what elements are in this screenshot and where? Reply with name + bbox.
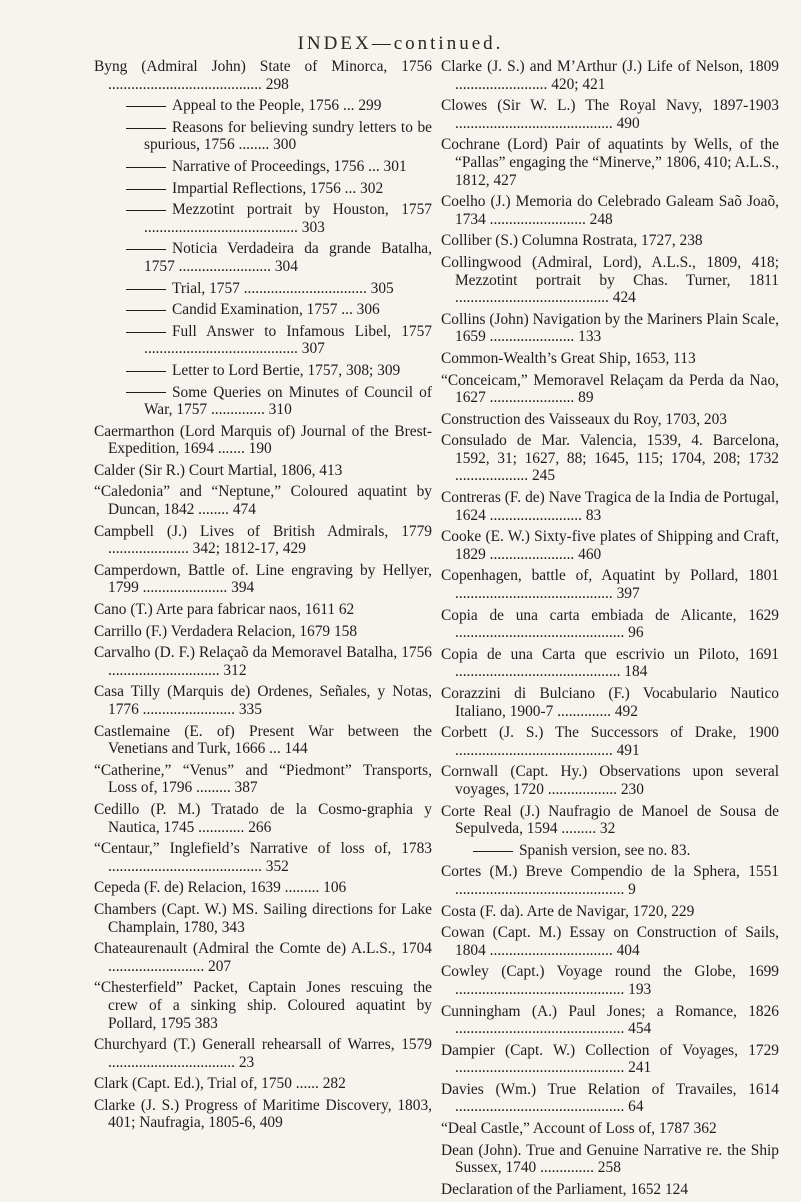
index-entry-text: Impartial Reflections, 1756 ... 302 bbox=[172, 179, 384, 197]
index-entry bbox=[94, 562, 432, 597]
index-entry-text: Caermarthon (Lord Marquis of) Journal of the Brest-Expedition, 1694 ....... 190 bbox=[94, 422, 432, 458]
index-subentry bbox=[94, 384, 432, 419]
repeat-dash bbox=[126, 167, 166, 168]
index-entry-text: Chateaurenault (Admiral the Comte de) A.L.S., 1704 ......................... 207 bbox=[94, 940, 432, 975]
index-entry-text: Candid Examination, 1757 ... 306 bbox=[172, 301, 380, 319]
index-entry-text: Copia de una carta embiada de Alicante, 1629 ............................................ 96 bbox=[441, 606, 779, 642]
index-entry bbox=[441, 1181, 779, 1199]
index-entry bbox=[94, 644, 432, 679]
index-entry-text: “Conceicam,” Memoravel Relaçam da Perda da Nao, 1627 ...................... 89 bbox=[441, 371, 779, 407]
index-entry-text: Coelho (J.) Memoria do Celebrado Galeam Saõ Joaõ, 1734 ......................... 248 bbox=[441, 193, 779, 228]
index-entry bbox=[441, 411, 779, 429]
index-entry-text: Cano (T.) Arte para fabricar naos, 1611 62 bbox=[94, 601, 355, 619]
index-entry-text: Copenhagen, battle of, Aquatint by Pollard, 1801 ......................................... 397 bbox=[441, 567, 779, 603]
index-entry-text: “Catherine,” “Venus” and “Piedmont” Transports, Loss of, 1796 ......... 387 bbox=[94, 761, 432, 797]
index-entry bbox=[441, 763, 779, 798]
index-entry bbox=[441, 528, 779, 563]
index-entry bbox=[441, 1142, 779, 1177]
index-entry bbox=[441, 903, 779, 921]
index-entry bbox=[441, 963, 779, 998]
index-entry bbox=[94, 840, 432, 875]
index-entry-text: “Deal Castle,” Account of Loss of, 1787 362 bbox=[441, 1120, 717, 1138]
repeat-dash bbox=[126, 392, 166, 393]
index-entry bbox=[441, 607, 779, 642]
repeat-dash bbox=[126, 189, 166, 190]
index-entry bbox=[441, 372, 779, 407]
index-entry-text: Collingwood (Admiral, Lord), A.L.S., 1809, 418; Mezzotint portrait by Chas. Turner, 1811 ........................................ 424 bbox=[441, 253, 779, 307]
index-entry bbox=[441, 924, 779, 959]
index-entry bbox=[94, 462, 432, 480]
index-entry-text: Dampier (Capt. W.) Collection of Voyages, 1729 ............................................ 241 bbox=[441, 1041, 779, 1077]
index-entry-text: Spanish version, see no. 83. bbox=[519, 841, 691, 859]
index-entry-text: Carvalho (D. F.) Relaçaõ da Memoravel Batalha, 1756 ............................. 312 bbox=[94, 644, 432, 679]
index-entry bbox=[441, 193, 779, 228]
index-subentry bbox=[94, 97, 432, 115]
index-entry bbox=[441, 1003, 779, 1038]
index-entry bbox=[94, 901, 432, 936]
index-entry bbox=[441, 350, 779, 368]
index-entry bbox=[441, 685, 779, 720]
index-entry-text: Casa Tilly (Marquis de) Ordenes, Señales, y Notas, 1776 ........................ 335 bbox=[94, 683, 432, 718]
index-entry bbox=[441, 58, 779, 93]
index-entry-text: Calder (Sir R.) Court Martial, 1806, 413 bbox=[94, 461, 343, 479]
repeat-dash bbox=[126, 332, 166, 333]
index-subentry bbox=[94, 180, 432, 198]
index-entry-text: Collins (John) Navigation by the Mariners Plain Scale, 1659 ...................... 133 bbox=[441, 310, 779, 346]
index-entry-text: Declaration of the Parliament, 1652 124 bbox=[441, 1180, 689, 1198]
repeat-dash bbox=[473, 851, 513, 852]
index-entry-text: Costa (F. da). Arte de Navigar, 1720, 229 bbox=[441, 902, 695, 920]
index-entry bbox=[94, 601, 432, 619]
repeat-dash bbox=[126, 289, 166, 290]
index-entry-text: Dean (John). True and Genuine Narrative re. the Ship Sussex, 1740 .............. 258 bbox=[441, 1141, 779, 1177]
index-entry-text: Consulado de Mar. Valencia, 1539, 4. Barcelona, 1592, 31; 1627, 88; 1645, 115; 1704, 208; 1732 ................... 245 bbox=[441, 432, 779, 485]
index-entry-text: Camperdown, Battle of. Line engraving by Hellyer, 1799 ...................... 394 bbox=[94, 561, 432, 597]
index-entry-text: Clarke (J. S.) and M’Arthur (J.) Life of Nelson, 1809 ........................ 420; 421 bbox=[441, 58, 779, 93]
index-entry bbox=[94, 683, 432, 718]
repeat-dash bbox=[126, 106, 166, 107]
index-entry-text: Cowley (Capt.) Voyage round the Globe, 1699 ............................................ 193 bbox=[441, 963, 779, 998]
index-entry bbox=[94, 979, 432, 1032]
index-subentry bbox=[94, 280, 432, 298]
index-entry-text: Corte Real (J.) Naufragio de Manoel de Sousa de Sepulveda, 1594 ......... 32 bbox=[441, 802, 779, 838]
index-entry bbox=[441, 724, 779, 759]
index-entry bbox=[441, 97, 779, 132]
repeat-dash bbox=[126, 310, 166, 311]
index-subentry bbox=[94, 301, 432, 319]
index-entry bbox=[94, 723, 432, 758]
index-entry bbox=[441, 1120, 779, 1138]
index-subentry bbox=[441, 842, 779, 860]
index-entry-text: Corbett (J. S.) The Successors of Drake, 1900 ......................................... 491 bbox=[441, 724, 779, 759]
index-subentry bbox=[94, 201, 432, 236]
index-entry bbox=[441, 1081, 779, 1116]
index-entry bbox=[441, 254, 779, 307]
index-entry-text: Castlemaine (E. of) Present War between the Venetians and Turk, 1666 ... 144 bbox=[94, 722, 432, 758]
index-entry-text: Copia de una Carta que escrivio un Piloto, 1691 ........................................... 184 bbox=[441, 645, 779, 681]
index-entry-text: Common-Wealth’s Great Ship, 1653, 113 bbox=[441, 349, 696, 367]
index-entry-text: Clark (Capt. Ed.), Trial of, 1750 ...... 282 bbox=[94, 1075, 346, 1093]
index-entry-text: Full Answer to Infamous Libel, 1757 ........................................ 307 bbox=[144, 322, 432, 358]
index-entry-text: Cooke (E. W.) Sixty-five plates of Shipping and Craft, 1829 ...................... 460 bbox=[441, 528, 779, 563]
index-entry-text: Davies (Wm.) True Relation of Travailes, 1614 ............................................ 64 bbox=[441, 1080, 779, 1116]
index-entry bbox=[94, 1097, 432, 1132]
index-entry bbox=[441, 489, 779, 524]
index-subentry bbox=[94, 240, 432, 275]
index-entry-text: Chambers (Capt. W.) MS. Sailing directions for Lake Champlain, 1780, 343 bbox=[94, 900, 432, 936]
index-entry-text: Campbell (J.) Lives of British Admirals, 1779 ..................... 342; 1812-17, 429 bbox=[94, 522, 432, 558]
index-entry-text: Noticia Verdadeira da grande Batalha, 1757 ........................ 304 bbox=[144, 240, 432, 275]
index-entry-text: Letter to Lord Bertie, 1757, 308; 309 bbox=[172, 361, 401, 379]
index-entry-text: Carrillo (F.) Verdadera Relacion, 1679 158 bbox=[94, 622, 358, 640]
index-entry-text: Corazzini di Bulciano (F.) Vocabulario Nautico Italiano, 1900-7 .............. 492 bbox=[441, 685, 779, 720]
index-entry bbox=[94, 1075, 432, 1093]
index-entry-text: Cedillo (P. M.) Tratado de la Cosmo-graphia y Nautica, 1745 ............ 266 bbox=[94, 800, 432, 836]
index-entry bbox=[441, 803, 779, 838]
index-entry-text: Cortes (M.) Breve Compendio de la Sphera, 1551 ............................................ 9 bbox=[441, 863, 779, 898]
repeat-dash bbox=[126, 371, 166, 372]
index-entry-text: Narrative of Proceedings, 1756 ... 301 bbox=[172, 157, 407, 175]
index-column-left bbox=[94, 58, 432, 1136]
index-entry-text: Clowes (Sir W. L.) The Royal Navy, 1897-1903 ......................................... 490 bbox=[441, 97, 779, 132]
index-entry-text: Trial, 1757 ................................ 305 bbox=[172, 279, 394, 297]
index-entry bbox=[94, 762, 432, 797]
index-entry-text: Byng (Admiral John) State of Minorca, 1756 ........................................ 298 bbox=[94, 58, 432, 93]
repeat-dash bbox=[126, 249, 166, 250]
repeat-dash bbox=[126, 128, 166, 129]
index-entry bbox=[441, 136, 779, 189]
index-entry-text: Mezzotint portrait by Houston, 1757 ........................................ 303 bbox=[144, 201, 432, 236]
index-column-right bbox=[441, 58, 779, 1202]
index-entry bbox=[94, 801, 432, 836]
index-entry-text: Cunningham (A.) Paul Jones; a Romance, 1826 ............................................ 454 bbox=[441, 1002, 779, 1038]
index-subentry bbox=[94, 119, 432, 154]
index-entry bbox=[441, 646, 779, 681]
index-entry-text: “Centaur,” Inglefield’s Narrative of loss of, 1783 ........................................ 352 bbox=[94, 840, 432, 875]
index-entry-text: Churchyard (T.) Generall rehearsall of Warres, 1579 ................................. 23 bbox=[94, 1036, 432, 1071]
index-subentry bbox=[94, 158, 432, 176]
index-entry bbox=[94, 1036, 432, 1071]
index-entry-text: Cornwall (Capt. Hy.) Observations upon several voyages, 1720 .................. 230 bbox=[441, 763, 779, 798]
repeat-dash bbox=[126, 210, 166, 211]
index-entry bbox=[94, 623, 432, 641]
index-entry bbox=[441, 432, 779, 485]
index-entry-text: Reasons for believing sundry letters to be spurious, 1756 ........ 300 bbox=[144, 118, 432, 154]
index-entry-text: Contreras (F. de) Nave Tragica de la India de Portugal, 1624 ........................ 83 bbox=[441, 489, 779, 524]
index-entry bbox=[94, 523, 432, 558]
index-entry bbox=[441, 311, 779, 346]
index-entry bbox=[94, 879, 432, 897]
index-entry-text: Cochrane (Lord) Pair of aquatints by Wells, of the “Pallas” engaging the “Minerve,” 1806, 410; A.L.S., 1812, 427 bbox=[441, 136, 779, 189]
index-entry bbox=[441, 567, 779, 602]
index-entry-text: Appeal to the People, 1756 ... 299 bbox=[172, 97, 382, 115]
index-entry-text: Clarke (J. S.) Progress of Maritime Discovery, 1803, 401; Naufragia, 1805-6, 409 bbox=[94, 1096, 432, 1132]
index-entry bbox=[94, 58, 432, 93]
index-entry-text: “Caledonia” and “Neptune,” Coloured aquatint by Duncan, 1842 ........ 474 bbox=[94, 483, 432, 519]
index-entry-text: Cowan (Capt. M.) Essay on Construction of Sails, 1804 ................................ 404 bbox=[441, 924, 779, 959]
index-subentry bbox=[94, 362, 432, 380]
index-entry-text: Construction des Vaisseaux du Roy, 1703, 203 bbox=[441, 410, 727, 428]
index-entry bbox=[441, 232, 779, 250]
index-subentry bbox=[94, 323, 432, 358]
index-entry-text: Cepeda (F. de) Relacion, 1639 ......... 106 bbox=[94, 879, 347, 897]
index-entry bbox=[94, 940, 432, 975]
index-entry-text: Some Queries on Minutes of Council of War, 1757 .............. 310 bbox=[144, 383, 432, 419]
index-entry bbox=[441, 863, 779, 898]
index-entry-text: Colliber (S.) Columna Rostrata, 1727, 238 bbox=[441, 232, 703, 250]
index-entry-text: “Chesterfield” Packet, Captain Jones rescuing the crew of a sinking ship. Coloured aquatint by Pollard, 1795 383 bbox=[94, 979, 432, 1032]
index-entry bbox=[94, 423, 432, 458]
index-entry bbox=[441, 1042, 779, 1077]
page-heading: INDEX—continued. bbox=[297, 33, 504, 54]
index-entry bbox=[94, 483, 432, 518]
